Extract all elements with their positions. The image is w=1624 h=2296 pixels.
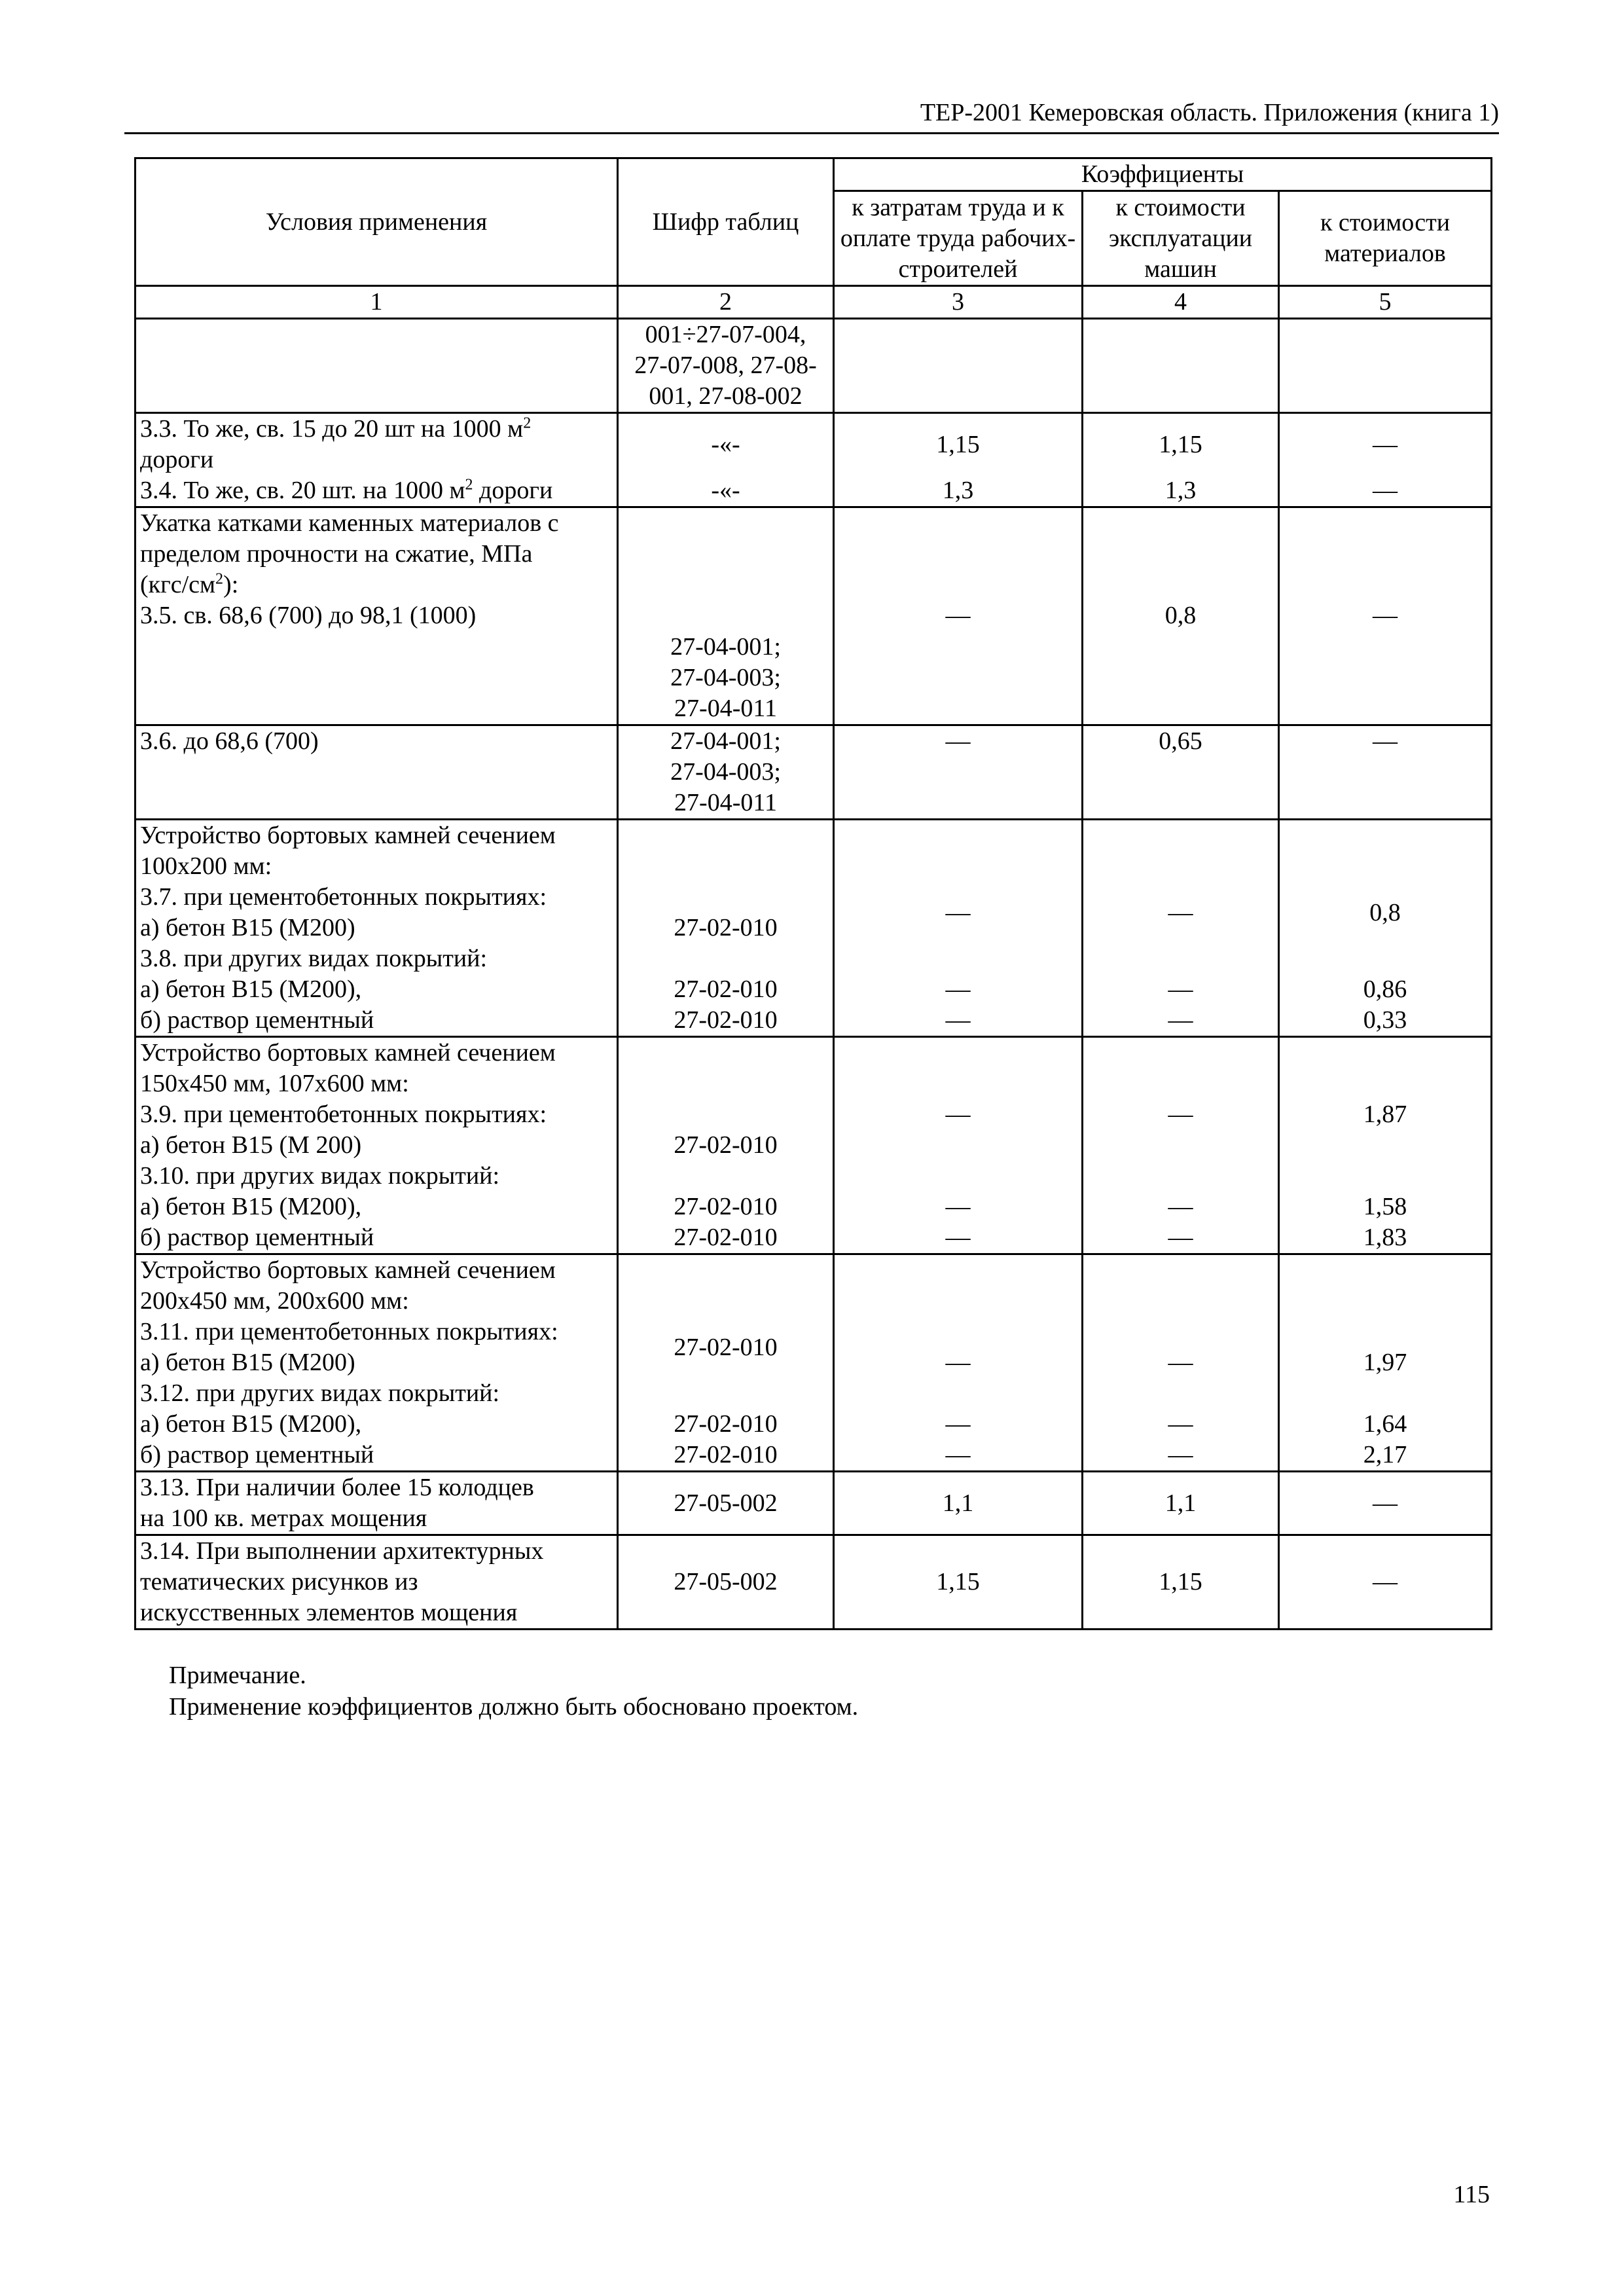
condition-cell: 3.6. до 68,6 (700) <box>135 725 618 820</box>
machines-cell: — — — <box>1083 1254 1279 1472</box>
labor-cell: 1,15 <box>834 1535 1083 1630</box>
condition-cell: 3.13. При наличии более 15 колодцев на 100 кв. метрах мощения <box>135 1472 618 1535</box>
code-cell: 27-04-001; 27-04-003; 27-04-011 <box>618 725 834 820</box>
condition-cell: Устройство бортовых камней сечением 100х200 мм: 3.7. при цементобетонных покрытиях: а) бетон В15 (М200) 3.8. при других видах покрытий: а) бетон В15 (М200), б) раствор цементный <box>135 820 618 1037</box>
header-row-1 <box>135 158 1492 191</box>
labor-cell: — — — <box>834 820 1083 1037</box>
condition-cell <box>135 319 618 413</box>
header-title: ТЕР-2001 Кемеровская область. Приложения (книга 1) <box>920 99 1499 126</box>
table-note <box>169 1660 858 1722</box>
condition-line: 3.5. св. 68,6 (700) до 98,1 (1000) <box>140 602 477 629</box>
header-code: Шифр таблиц <box>618 158 834 286</box>
note-title: Примечание. <box>169 1662 306 1689</box>
condition-line: дороги <box>140 446 214 473</box>
labor-cell: 1,15 1,3 <box>834 413 1083 507</box>
header-machines: к стоимости эксплуатации машин <box>1083 191 1279 286</box>
condition-cell: 3.14. При выполнении архитектурных тематических рисунков из искусственных элементов мощения <box>135 1535 618 1630</box>
materials-cell: — <box>1279 1535 1492 1630</box>
labor-cell: — <box>834 725 1083 820</box>
machines-cell: — — — <box>1083 820 1279 1037</box>
code-cell: 27-05-002 <box>618 1472 834 1535</box>
labor-cell: — <box>834 507 1083 725</box>
condition-line: Укатка катками каменных материалов с <box>140 509 559 537</box>
materials-cell: — <box>1279 507 1492 725</box>
code-cell: 27-02-010 27-02-010 27-02-010 <box>618 1254 834 1472</box>
note-text: Применение коэффициентов должно быть обосновано проектом. <box>169 1693 859 1721</box>
header-materials: к стоимости материалов <box>1279 191 1492 286</box>
materials-cell: 0,8 0,86 0,33 <box>1279 820 1492 1037</box>
materials-cell: 1,97 1,64 2,17 <box>1279 1254 1492 1472</box>
table-row <box>135 413 1492 507</box>
condition-line: 3.4. То же, св. 20 шт. на 1000 $м^2$ дороги <box>140 476 553 504</box>
machines-cell: 1,15 1,3 <box>1083 413 1279 507</box>
code-line: 27-07-008, 27-08- <box>634 352 817 379</box>
table-row <box>135 1254 1492 1472</box>
materials-cell: — <box>1279 725 1492 820</box>
condition-cell: Устройство бортовых камней сечением 200х450 мм, 200х600 мм: 3.11. при цементобетонных покрытиях: а) бетон В15 (М200) 3.12. при других видах покрытий: а) бетон В15 (М200), б) раствор цементный <box>135 1254 618 1472</box>
header-labor: к затратам труда и к оплате труда рабочих-строителей <box>834 191 1083 286</box>
col-number-1: 1 <box>135 286 618 319</box>
machines-cell: — — — <box>1083 1037 1279 1254</box>
materials-cell <box>1279 319 1492 413</box>
running-header <box>124 98 1499 134</box>
table-row <box>135 319 1492 413</box>
condition-cell <box>135 413 618 507</box>
code-cell <box>618 319 834 413</box>
table-row <box>135 820 1492 1037</box>
table-row <box>135 507 1492 725</box>
materials-cell: 1,87 1,58 1,83 <box>1279 1037 1492 1254</box>
condition-line: 3.3. То же, св. 15 до 20 шт на 1000 $м^2$ <box>140 414 532 443</box>
condition-cell <box>135 507 618 725</box>
labor-cell: — — — <box>834 1254 1083 1472</box>
labor-cell: 1,1 <box>834 1472 1083 1535</box>
header-coefficients: Коэффициенты <box>834 158 1492 191</box>
code-cell: 27-02-010 27-02-010 27-02-010 <box>618 1037 834 1254</box>
machines-cell: 0,8 <box>1083 507 1279 725</box>
labor-cell <box>834 319 1083 413</box>
condition-cell: Устройство бортовых камней сечением 150х450 мм, 107х600 мм: 3.9. при цементобетонных покрытиях: а) бетон В15 (М 200) 3.10. при других видах покрытий: а) бетон В15 (М200), б) раствор цементный <box>135 1037 618 1254</box>
code-line: 001÷27-07-004, <box>645 321 806 348</box>
table-row <box>135 1472 1492 1535</box>
materials-cell: — <box>1279 1472 1492 1535</box>
column-number-row <box>135 286 1492 319</box>
condition-line: пределом прочности на сжатие, МПа <box>140 540 533 568</box>
code-cell: 27-05-002 <box>618 1535 834 1630</box>
machines-cell: 1,15 <box>1083 1535 1279 1630</box>
machines-cell <box>1083 319 1279 413</box>
page-number: 115 <box>1453 2181 1490 2208</box>
col-number-2: 2 <box>618 286 834 319</box>
header-conditions: Условия применения <box>135 158 618 286</box>
machines-cell: 0,65 <box>1083 725 1279 820</box>
code-line: 001, 27-08-002 <box>649 382 803 410</box>
col-number-5: 5 <box>1279 286 1492 319</box>
table-row <box>135 1037 1492 1254</box>
col-number-4: 4 <box>1083 286 1279 319</box>
col-number-3: 3 <box>834 286 1083 319</box>
materials-cell: — — <box>1279 413 1492 507</box>
code-cell: -«- -«- <box>618 413 834 507</box>
table-row <box>135 725 1492 820</box>
table-row <box>135 1535 1492 1630</box>
coefficients-table <box>134 157 1492 1630</box>
labor-cell: — — — <box>834 1037 1083 1254</box>
code-cell: 27-02-010 27-02-010 27-02-010 <box>618 820 834 1037</box>
condition-line: $(кгс/см^2)$: <box>140 570 239 598</box>
code-cell: 27-04-001; 27-04-003; 27-04-011 <box>618 507 834 725</box>
machines-cell: 1,1 <box>1083 1472 1279 1535</box>
